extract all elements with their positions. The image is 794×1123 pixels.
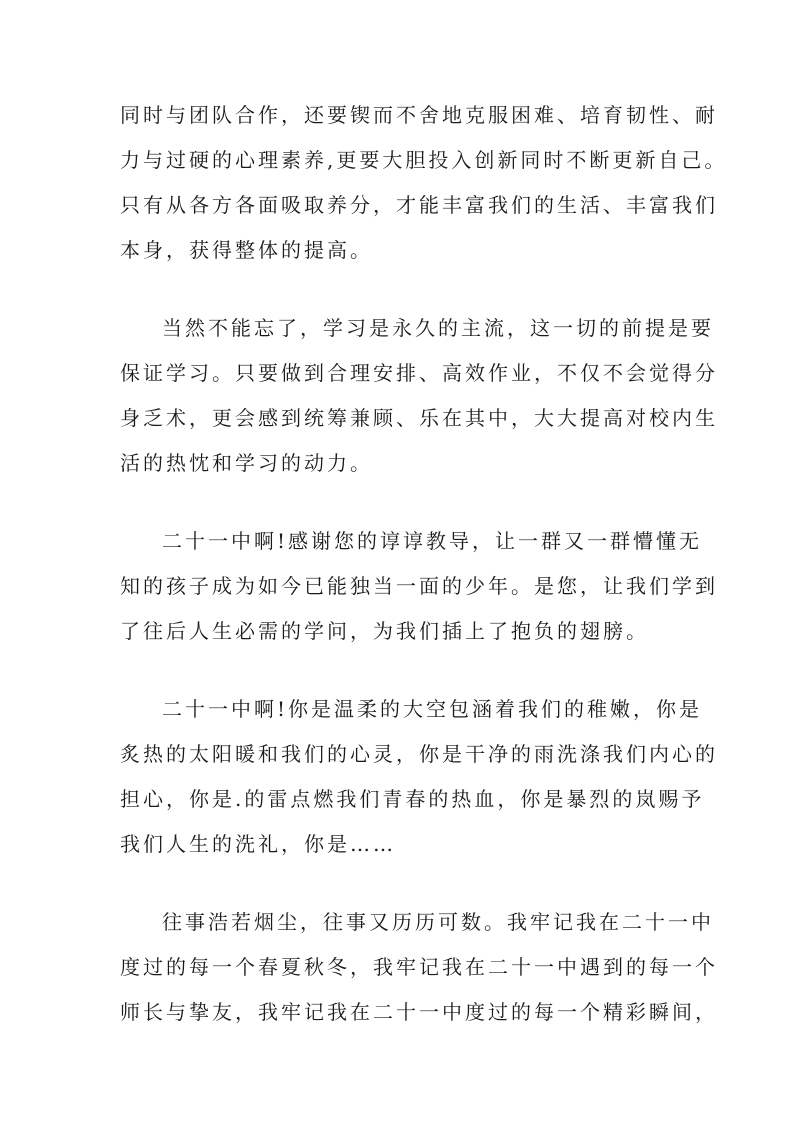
paragraph-2-line-2: 保证学习。只要做到合理安排、高效作业，不仅不会觉得分 <box>120 361 718 385</box>
paragraph-3-line-3: 了往后人生必需的学问，为我们插上了抱负的翅膀。 <box>120 619 649 643</box>
paragraph-2-line-1: 当然不能忘了，学习是永久的主流，这一切的前提是要 <box>162 316 714 340</box>
paragraph-1-line-3: 只有从各方各面吸取养分，才能丰富我们的生活、丰富我们 <box>120 193 718 217</box>
paragraph-1-line-2: 力与过硬的心理素养,更要大胆投入创新同时不断更新自己。 <box>120 148 728 172</box>
paragraph-1-line-1: 同时与团队合作，还要锲而不舍地克服困难、培育韧性、耐 <box>120 103 718 127</box>
paragraph-5-line-3: 师长与挚友，我牢记我在二十一中度过的每一个精彩瞬间， <box>120 1000 718 1024</box>
paragraph-2-line-3: 身乏术，更会感到统筹兼顾、乐在其中，大大提高对校内生 <box>120 406 718 430</box>
paragraph-4-line-3: 担心，你是.的雷点燃我们青春的热血，你是暴烈的岚赐予 <box>120 787 705 811</box>
paragraph-4-line-4: 我们人生的洗礼，你是…… <box>120 832 396 856</box>
paragraph-2-line-4: 活的热忱和学习的动力。 <box>120 451 373 475</box>
paragraph-3-line-2: 知的孩子成为如今已能独当一面的少年。是您，让我们学到 <box>120 574 718 598</box>
paragraph-4-line-2: 炙热的太阳暖和我们的心灵，你是干净的雨洗涤我们内心的 <box>120 742 718 766</box>
paragraph-3-line-1: 二十一中啊!感谢您的谆谆教导，让一群又一群懵懂无 <box>162 529 703 553</box>
paragraph-5-line-2: 度过的每一个春夏秋冬，我牢记我在二十一中遇到的每一个 <box>120 955 718 979</box>
paragraph-5-line-1: 往事浩若烟尘，往事又历历可数。我牢记我在二十一中 <box>162 910 714 934</box>
paragraph-4-line-1: 二十一中啊!你是温柔的大空包涵着我们的稚嫩，你是 <box>162 697 703 721</box>
paragraph-1-line-4: 本身，获得整体的提高。 <box>120 238 373 262</box>
